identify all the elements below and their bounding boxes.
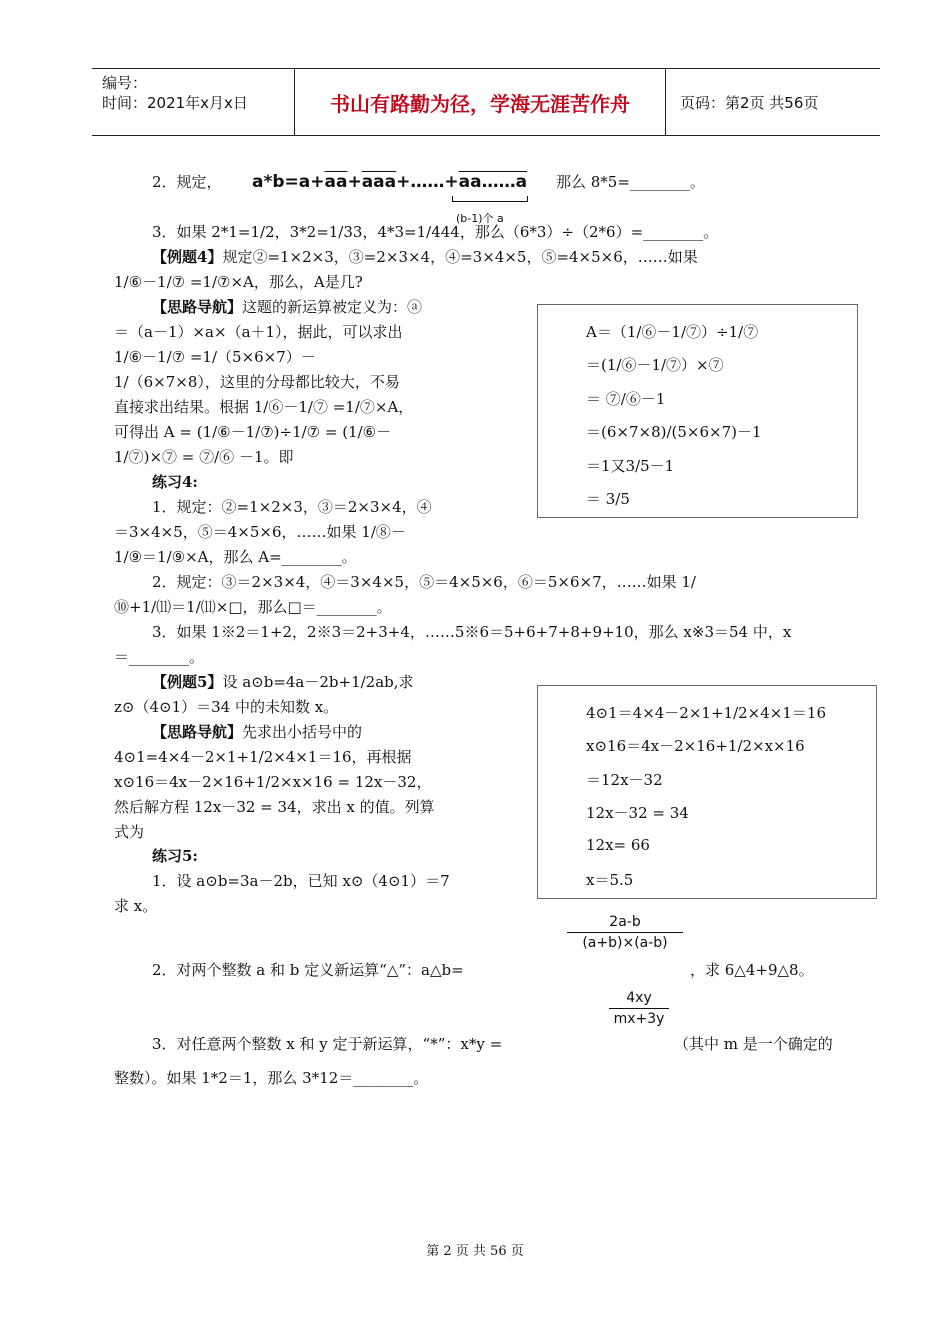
pr4-q2a: 2．规定：③＝2×3×4，④＝3×4×5，⑤＝4×5×6，⑥＝5×6×7，……如果 1/ bbox=[152, 573, 696, 591]
ex4-line1 bbox=[152, 247, 698, 267]
header-meta bbox=[92, 69, 294, 135]
ex4-solution-box bbox=[537, 304, 858, 518]
ex4-box-row: ＝1又3/5－1 bbox=[586, 457, 675, 475]
formula-plus: + bbox=[347, 172, 362, 192]
nav-text: 先求出小括号中的 bbox=[242, 723, 363, 741]
formula-aa-end: aa……a bbox=[458, 172, 528, 192]
formula-aaa: $\overline{aaa}$ bbox=[361, 172, 397, 192]
ex5-box-row: ＝12x－32 bbox=[586, 771, 663, 789]
ex4-nav2: ＝（a－1）×a×（a＋1），据此，可以求出 bbox=[114, 323, 403, 341]
ex5-line2: z⊙（4⊙1）＝34 中的未知数 x。 bbox=[114, 698, 339, 716]
fraction-bar bbox=[609, 1008, 669, 1009]
ex4-box-row: ＝ 3/5 bbox=[586, 490, 630, 508]
ex4-nav3: 1/⑥－1/⑦ =1/（5×6×7）－ bbox=[114, 348, 316, 366]
pr4-q1a: 1．规定：②=1×2×3，③＝2×3×4，④ bbox=[152, 498, 432, 516]
q3-fraction bbox=[609, 990, 669, 1027]
ex5-box-row: x＝5.5 bbox=[586, 871, 634, 889]
header-motto: 书山有路勤为径，学海无涯苦作舟 bbox=[294, 69, 666, 135]
p2-prefix: 2．规定， bbox=[152, 173, 222, 191]
pr4-q3b: ＝________。 bbox=[114, 648, 205, 666]
ex4-box-row: ＝ ⑦/⑥－1 bbox=[586, 390, 666, 408]
ex5-title: 【例题5】 bbox=[152, 673, 223, 691]
ex4-box-row: ＝(1/⑥－1/⑦）×⑦ bbox=[586, 356, 724, 374]
ex5-line1 bbox=[152, 672, 414, 692]
pr5-title: 练习5: bbox=[152, 847, 198, 865]
ex4-box-row: ＝(6×7×8)/(5×6×7)－1 bbox=[586, 423, 762, 441]
p3-text: 3．如果 2*1=1/2，3*2=1/33，4*3=1/444，那么（6*3）÷（2*6）=________。 bbox=[152, 223, 719, 241]
ex5-box-row: 12x－32 = 34 bbox=[586, 804, 689, 822]
ex5-nav3: x⊙16＝4x－2×16+1/2×x×16 = 12x－32， bbox=[114, 773, 432, 791]
ex5-nav4: 然后解方程 12x－32 = 34，求出 x 的值。列算 bbox=[114, 798, 435, 816]
underbrace bbox=[452, 196, 528, 202]
q2-numerator: 2a-b bbox=[609, 914, 641, 930]
ex4-nav4: 1/（6×7×8），这里的分母都比较大，不易 bbox=[114, 373, 400, 391]
header-time: 时间：2021年x月x日 bbox=[102, 94, 248, 112]
pr4-title: 练习4: bbox=[152, 473, 198, 491]
ex5-nav2: 4⊙1=4×4－2×1+1/2×4×1＝16，再根据 bbox=[114, 748, 412, 766]
ex4-nav5: 直接求出结果。根据 1/⑥－1/⑦ =1/⑦×A， bbox=[114, 398, 414, 416]
pr5-q3-suffix: （其中 m 是一个确定的 bbox=[674, 1035, 833, 1053]
pr4-q1b: ＝3×4×5，⑤＝4×5×6，……如果 1/⑧－ bbox=[114, 523, 406, 541]
ex4-box-row: A＝（1/⑥－1/⑦）÷1/⑦ bbox=[586, 323, 759, 341]
header-page: 页码：第2页 共56页 bbox=[680, 93, 819, 112]
ex5-solution-box bbox=[537, 685, 877, 899]
ex4-nav1 bbox=[152, 297, 422, 317]
ex5-box-row: 12x= 66 bbox=[586, 836, 650, 854]
header-number: 编号： bbox=[102, 74, 148, 92]
ex5-nav1 bbox=[152, 722, 362, 742]
pr5-q2-suffix: ，求 6△4+9△8。 bbox=[690, 961, 814, 979]
pr5-q1b: 求 x。 bbox=[114, 897, 158, 915]
ex4-title: 【例题4】 bbox=[152, 248, 223, 266]
fraction-bar bbox=[567, 932, 683, 933]
brace-label: (b-1)个 a bbox=[456, 212, 504, 225]
nav-text: 这题的新运算被定义为：ⓐ bbox=[242, 298, 423, 316]
q3-denominator: mx+3y bbox=[613, 1011, 665, 1027]
formula-aa: $\overline{aa}$ bbox=[324, 172, 348, 192]
ex4-nav7: 1/⑦)×⑦ = ⑦/⑥ －1。即 bbox=[114, 448, 294, 466]
pr5-q3-prefix: 3．对任意两个整数 x 和 y 定于新运算，“*”：x*y = bbox=[152, 1035, 503, 1053]
ex5-nav5: 式为 bbox=[114, 823, 145, 841]
page-footer: 第 2 页 共 56 页 bbox=[426, 1244, 524, 1259]
p2-formula bbox=[252, 172, 527, 192]
formula-part: a*b=a+ bbox=[252, 172, 325, 192]
pr5-q3b: 整数）。如果 1*2＝1，那么 3*12＝________。 bbox=[114, 1069, 429, 1087]
q2-denominator: (a+b)×(a-b) bbox=[582, 935, 668, 951]
pr5-q1a: 1．设 a⊙b=3a－2b，已知 x⊙（4⊙1）＝7 bbox=[152, 872, 450, 890]
ex5-text1: 设 a⊙b=4a－2b+1/2ab,求 bbox=[222, 673, 414, 691]
pr4-q1c: 1/⑨＝1/⑨×A，那么 A=________。 bbox=[114, 548, 357, 566]
p2-suffix: 那么 8*5=________。 bbox=[556, 173, 705, 191]
q2-fraction bbox=[567, 914, 683, 951]
ex5-box-row: x⊙16＝4x－2×16+1/2×x×16 bbox=[586, 737, 805, 755]
formula-dots: +……+ bbox=[396, 172, 459, 192]
ex4-nav6: 可得出 A = (1/⑥－1/⑦)÷1/⑦ = (1/⑥－ bbox=[114, 423, 392, 441]
nav-title: 【思路导航】 bbox=[152, 298, 243, 316]
nav-title: 【思路导航】 bbox=[152, 723, 243, 741]
pr4-q2b: ⑩+1/⑾＝1/⑾×□，那么□＝________。 bbox=[114, 598, 392, 616]
ex4-text1: 规定②=1×2×3，③=2×3×4，④=3×4×5，⑤=4×5×6，……如果 bbox=[222, 248, 698, 266]
page-header bbox=[92, 68, 880, 136]
pr4-q3a: 3．如果 1※2＝1+2，2※3＝2+3+4，……5※6＝5+6+7+8+9+10，那么 x※3＝54 中，x bbox=[152, 623, 792, 641]
pr5-q2-prefix: 2．对两个整数 a 和 b 定义新运算“△”：a△b= bbox=[152, 961, 464, 979]
q3-numerator: 4xy bbox=[626, 990, 652, 1006]
ex5-box-row: 4⊙1＝4×4－2×1+1/2×4×1＝16 bbox=[586, 704, 826, 722]
ex4-line2: 1/⑥－1/⑦ =1/⑦×A，那么，A是几? bbox=[114, 273, 363, 291]
